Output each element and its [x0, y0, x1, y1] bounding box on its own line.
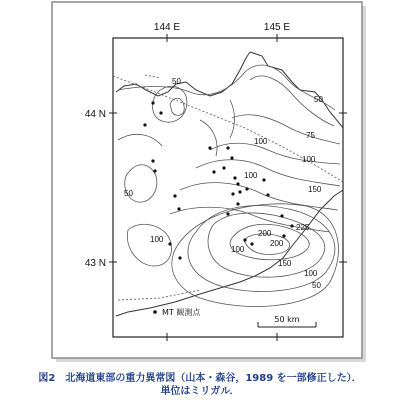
contour-label: 50 — [314, 95, 323, 104]
mt-station-dot — [230, 156, 233, 159]
contour-label: 100 — [302, 155, 316, 164]
mt-station-dot — [266, 193, 269, 196]
mt-station-dot — [236, 182, 239, 185]
lat-label-43: 43 N — [84, 258, 106, 269]
contour-label: 100 — [254, 137, 268, 146]
mt-station-dot — [231, 192, 234, 195]
contour-label: 100 — [231, 245, 245, 254]
contour-label: 50 — [124, 189, 133, 198]
contour-label: 50 — [172, 77, 181, 86]
lon-label-144: 144 E — [153, 22, 181, 33]
mt-station-dot — [222, 166, 225, 169]
mt-station-dot — [151, 101, 154, 104]
mt-station-dot — [226, 212, 229, 215]
mt-station-dot — [151, 159, 154, 162]
legend-marker-dot — [153, 310, 157, 314]
mt-station-dot — [245, 187, 248, 190]
contour-label: 100 — [304, 269, 318, 278]
caption-line-1: 図2 北海道東部の重力異常図（山本・森谷，1989 を一部修正した）． — [38, 373, 362, 384]
mt-station-dot — [159, 111, 162, 114]
mt-station-dot — [143, 123, 146, 126]
mt-station-dot — [226, 146, 229, 149]
figure-caption — [0, 372, 400, 398]
contour-label: 100 — [244, 171, 258, 180]
contour-label: 50 — [312, 281, 321, 290]
caption-line-2: 単位はミリガル． — [160, 386, 240, 397]
mt-station-dot — [212, 170, 215, 173]
contour-label: 225 — [296, 223, 310, 232]
scale-bar-label: 50 km — [274, 315, 300, 324]
mt-station-dot — [290, 224, 293, 227]
mt-station-dot — [173, 194, 176, 197]
contour-label: 200 — [270, 239, 284, 248]
mt-station-dot — [250, 242, 253, 245]
mt-station-dot — [280, 214, 283, 217]
contour-label: 100 — [150, 235, 164, 244]
mt-station-dot — [243, 238, 246, 241]
mt-station-dot — [262, 178, 265, 181]
mt-station-dot — [177, 207, 180, 210]
mt-station-dot — [238, 190, 241, 193]
mt-station-dot — [208, 146, 211, 149]
contour-label: 150 — [308, 185, 322, 194]
mt-station-dot — [236, 202, 239, 205]
legend-label: MT 観測点 — [162, 308, 201, 317]
mt-station-dot — [168, 242, 171, 245]
contour-label: 200 — [258, 229, 272, 238]
mt-station-dot — [233, 176, 236, 179]
lon-label-145: 145 E — [263, 22, 291, 33]
contour-label: 150 — [278, 259, 292, 268]
mt-station-dot — [282, 234, 285, 237]
mt-station-dot — [153, 169, 156, 172]
lat-label-44: 44 N — [84, 109, 106, 120]
mt-station-dot — [178, 256, 181, 259]
contour-label: 75 — [306, 131, 315, 140]
